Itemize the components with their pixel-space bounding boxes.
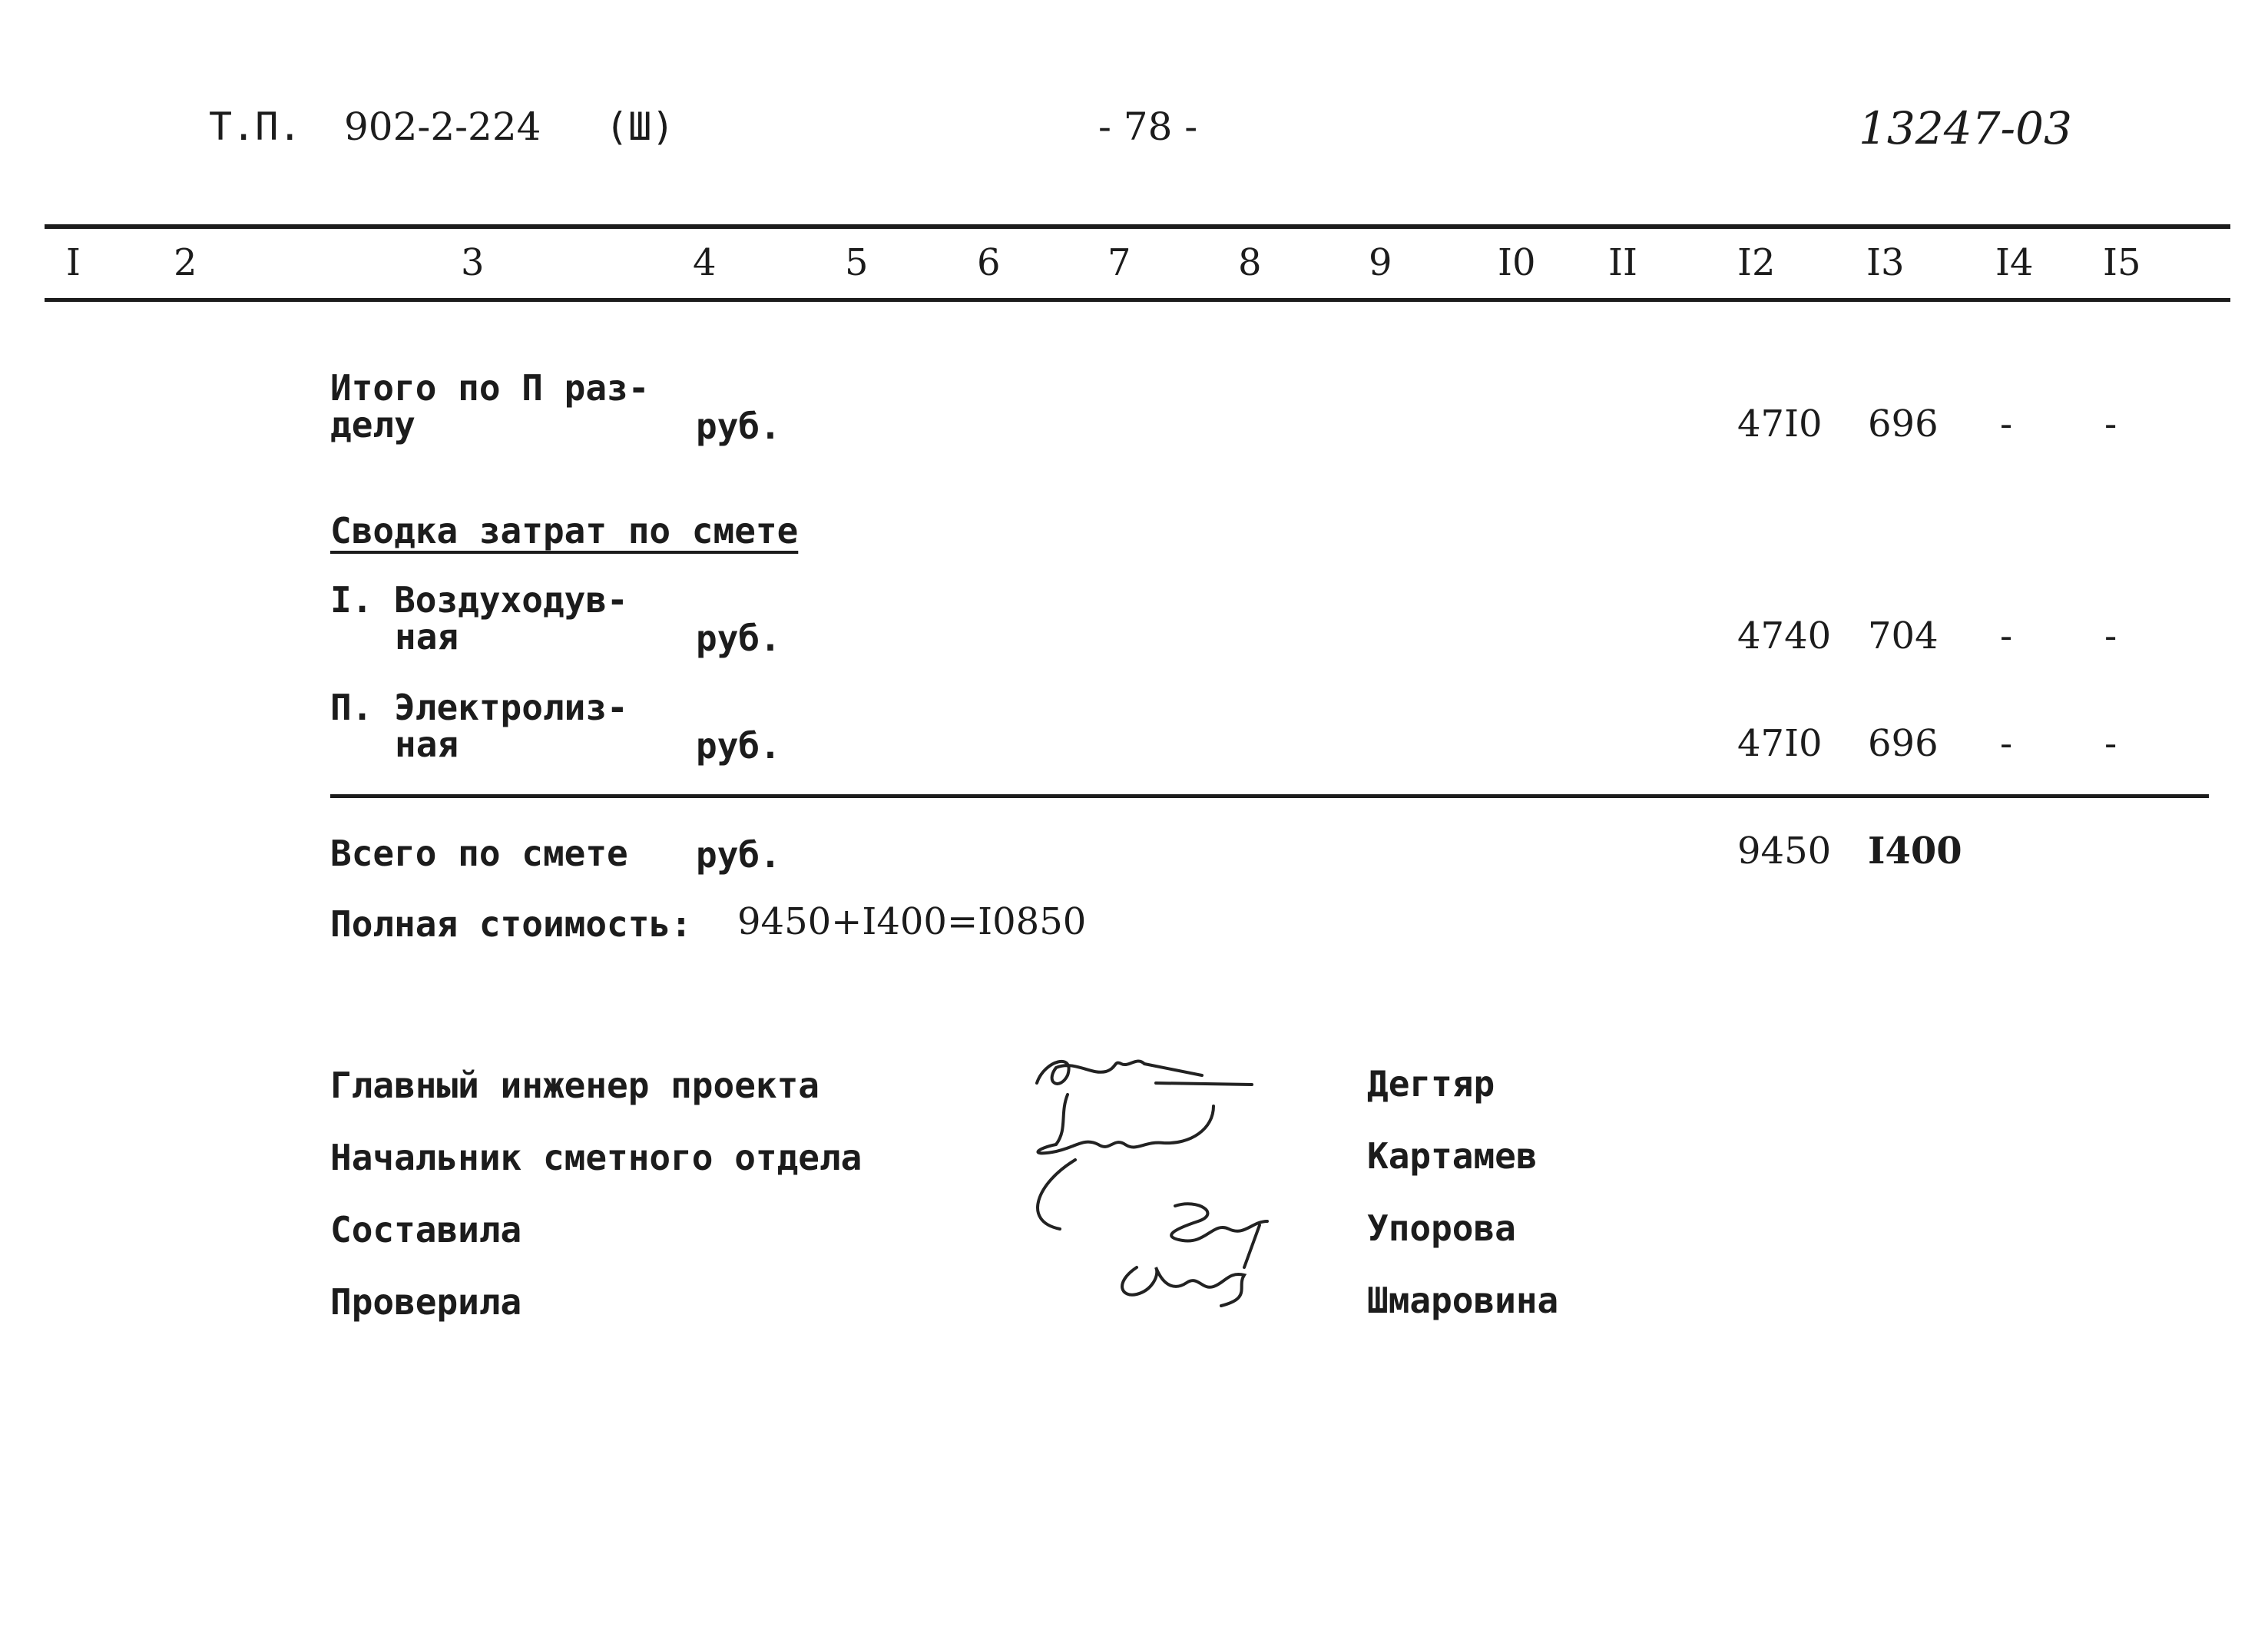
col-number-15: I5 [2103,241,2141,284]
col-number-9: 9 [1369,241,1392,284]
col-number-10: I0 [1498,241,1536,284]
table-top-rule [45,224,2230,229]
signature-name-shmarovina: Шмаровина [1367,1280,1559,1321]
col-number-6: 6 [977,241,1001,284]
col-number-13: I3 [1866,241,1905,284]
grand-total-col12: 9450 [1737,830,1832,873]
summary-row-1-col14: - [2000,614,2013,658]
summary-row-1-col15: - [2104,614,2117,658]
signature-role-checked: Проверила [330,1281,522,1323]
section-total-col13: 696 [1868,402,1939,446]
section-total-unit: руб. [696,406,781,447]
full-cost-label: Полная стоимость: [330,903,692,945]
summary-row-1-unit: руб. [696,618,781,659]
summary-row-2-col13: 696 [1868,722,1939,765]
col-number-4: 4 [693,241,717,284]
col-number-8: 8 [1238,241,1262,284]
full-cost-value: 9450+I400=I0850 [737,900,1087,943]
col-number-7: 7 [1108,241,1131,284]
grand-total-label: Всего по смете [330,833,628,874]
handwritten-signatures [1021,1029,1313,1337]
col-number-3: 3 [461,241,485,284]
project-code: 902-2-224 [344,104,541,149]
col-number-5: 5 [845,241,869,284]
signature-role-chief-engineer: Главный инженер проекта [330,1065,819,1106]
summary-row-2-col15: - [2104,722,2117,765]
signature-name-kartamev: Картамев [1367,1135,1538,1177]
grand-total-col13: I400 [1868,830,1962,873]
table-header-bottom-rule [45,298,2230,302]
summary-row-1-col12: 4740 [1737,614,1832,658]
grand-total-unit: руб. [696,834,781,876]
col-number-12: I2 [1737,241,1776,284]
summary-row-1-line1: I. Воздуходув- [330,579,628,621]
signature-role-estimate-head: Начальник сметного отдела [330,1137,863,1178]
summary-row-2-col14: - [2000,722,2013,765]
col-number-1: I [66,241,81,284]
section-total-col14: - [2000,402,2013,446]
summary-row-2-line2: ная [395,724,459,765]
doc-number: 13247-03 [1859,102,2072,154]
summary-row-1-col13: 704 [1868,614,1939,658]
page-number: - 78 - [1098,104,1198,149]
section-total-col12: 47I0 [1737,402,1823,446]
col-number-11: II [1608,241,1637,284]
tp-label: Т.П. [209,104,302,149]
summary-row-2-col12: 47I0 [1737,722,1823,765]
summary-row-1-line2: ная [395,616,459,658]
section-total-label-line2: делу [330,404,416,446]
signature-name-uporova: Упорова [1367,1207,1516,1249]
section-total-label-line1: Итого по П раз- [330,367,650,409]
section-total-col15: - [2104,402,2117,446]
summary-row-2-line1: П. Электролиз- [330,687,628,728]
total-rule [330,794,2209,798]
col-number-2: 2 [174,241,197,284]
volume-label: (Ш) [605,104,675,149]
col-number-14: I4 [1995,241,2034,284]
signature-name-degtyar: Дегтяр [1367,1063,1495,1105]
summary-heading: Сводка затрат по смете [330,510,799,552]
signature-role-compiled: Составила [330,1209,522,1250]
summary-row-2-unit: руб. [696,725,781,767]
